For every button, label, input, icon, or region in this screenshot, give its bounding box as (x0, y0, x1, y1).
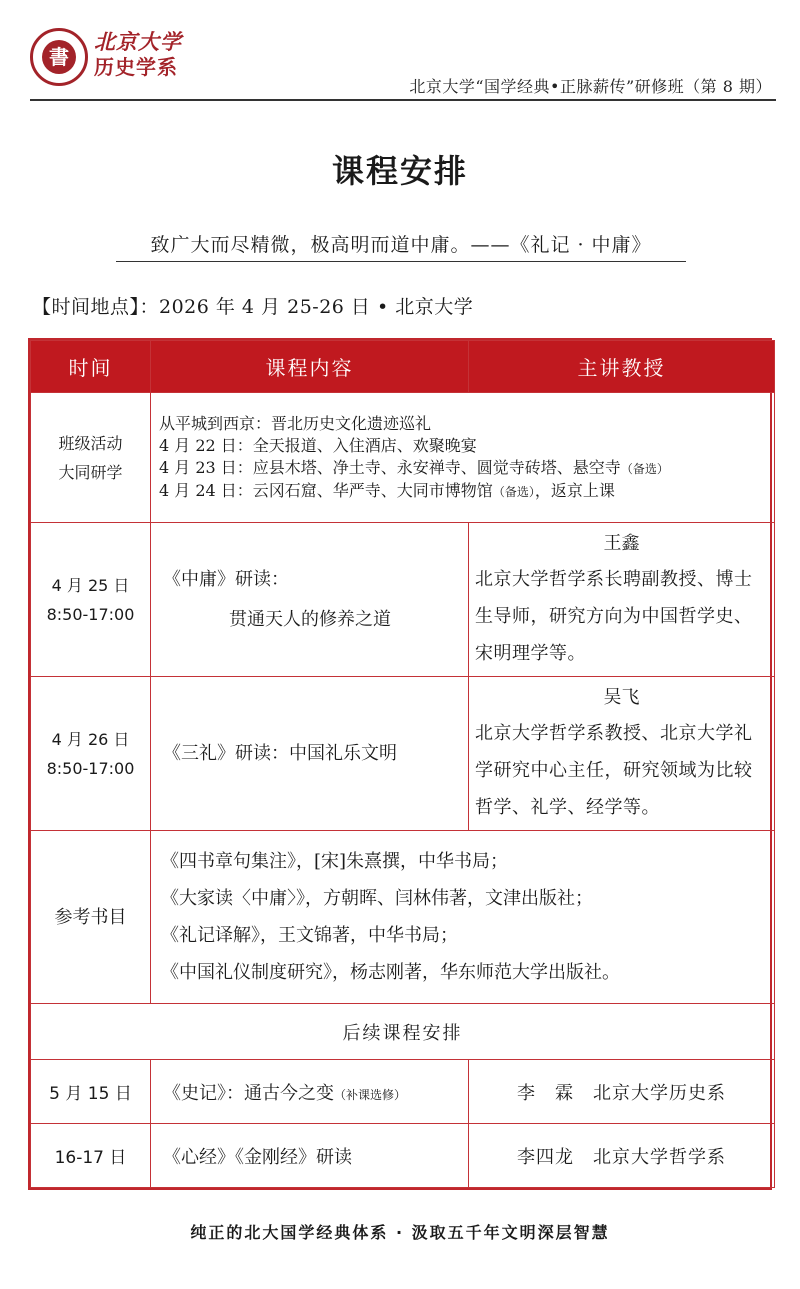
lesson-hours: 8:50-17:00 (46, 604, 135, 624)
followup-heading: 后续课程安排 (31, 1004, 775, 1060)
followup-date: 16-17 日 (31, 1124, 151, 1188)
references-row (31, 831, 775, 1004)
reference-item: 《四书章句集注》，[宋]朱熹撰，中华书局； (161, 851, 509, 872)
teacher-name: 王鑫 (603, 533, 640, 554)
lesson-content (151, 677, 469, 831)
followup-row (31, 1124, 775, 1188)
brand-department: 历史学系 (94, 55, 178, 79)
pku-history-logo-icon (30, 28, 88, 86)
page-title: 课程安排 (331, 152, 468, 190)
lesson-time (31, 523, 151, 677)
lesson-subtitle: 贯通天人的修养之道 (229, 608, 391, 630)
header-teacher: 主讲教授 (469, 341, 775, 393)
header-time: 时间 (31, 341, 151, 393)
followup-row (31, 1060, 775, 1124)
activity-row (31, 393, 775, 523)
header-divider (30, 99, 776, 101)
course-title: 北京大学“国学经典•正脉薪传”研修班（第 8 期） (409, 77, 772, 96)
reference-item: 《礼记译解》，王文锦著，中华书局； (161, 925, 458, 946)
activity-content (151, 393, 775, 523)
brand-name (94, 30, 182, 80)
references-list (151, 831, 775, 1004)
followup-content: 《史记》：通古今之变（补课选修） (151, 1060, 469, 1124)
followup-date: 5 月 15 日 (31, 1060, 151, 1124)
activity-line: 4 月 22 日：全天报道、入住酒店、欢聚晚宴 (159, 435, 477, 455)
followup-heading-row (31, 1004, 775, 1060)
lesson-teacher (469, 677, 775, 831)
reference-item: 《中国礼仪制度研究》，杨志刚著，华东师范大学出版社。 (161, 962, 620, 983)
reference-item: 《大家读〈中庸〉》，方朝晖、闫林伟著，文津出版社； (161, 888, 593, 909)
teacher-description: 北京大学哲学系教授、北京大学礼学研究中心主任，研究领域为比较哲学、礼学、经学等。 (475, 723, 753, 818)
followup-teacher: 李四龙 北京大学哲学系 (469, 1124, 775, 1188)
time-place: 【时间地点】：2026 年 4 月 25-26 日 • 北京大学 (32, 296, 474, 318)
table-header-row (31, 341, 775, 393)
lesson-row (31, 523, 775, 677)
schedule-table (28, 338, 772, 1190)
page-header (0, 0, 800, 102)
lesson-time (31, 677, 151, 831)
lesson-teacher (469, 523, 775, 677)
lesson-title: 《中庸》研读： (163, 568, 289, 590)
teacher-name: 吴飞 (603, 687, 640, 708)
activity-label-line1: 班级活动 (58, 433, 123, 453)
brand-university: 北京大学 (94, 30, 182, 54)
footer-slogan: 纯正的北大国学经典体系 · 汲取五千年文明深层智慧 (190, 1223, 610, 1242)
activity-title: 从平城到西京：晋北历史文化遗迹巡礼 (159, 413, 432, 433)
logo-glyph: 書 (42, 40, 76, 74)
activity-label (31, 393, 151, 523)
lesson-title: 《三礼》研读：中国礼乐文明 (163, 742, 397, 764)
lesson-row (31, 677, 775, 831)
lesson-date: 4 月 26 日 (51, 729, 130, 749)
teacher-description: 北京大学哲学系长聘副教授、博士生导师，研究方向为中国哲学史、宋明理学等。 (475, 569, 753, 664)
followup-teacher: 李 霖 北京大学历史系 (469, 1060, 775, 1124)
references-label: 参考书目 (31, 831, 151, 1004)
quote: 致广大而尽精微，极高明而道中庸。——《礼记 · 中庸》 (116, 230, 686, 262)
lesson-hours: 8:50-17:00 (46, 758, 135, 778)
header-content: 课程内容 (151, 341, 469, 393)
activity-line: 4 月 24 日：云冈石窟、华严寺、大同市博物馆（备选），返京上课 (159, 480, 615, 500)
followup-content: 《心经》《金刚经》研读 (151, 1124, 469, 1188)
activity-label-line2: 大同研学 (58, 462, 123, 482)
activity-line: 4 月 23 日：应县木塔、净土寺、永安禅寺、圆觉寺砖塔、悬空寺（备选） (159, 457, 669, 477)
lesson-date: 4 月 25 日 (51, 575, 130, 595)
lesson-content (151, 523, 469, 677)
